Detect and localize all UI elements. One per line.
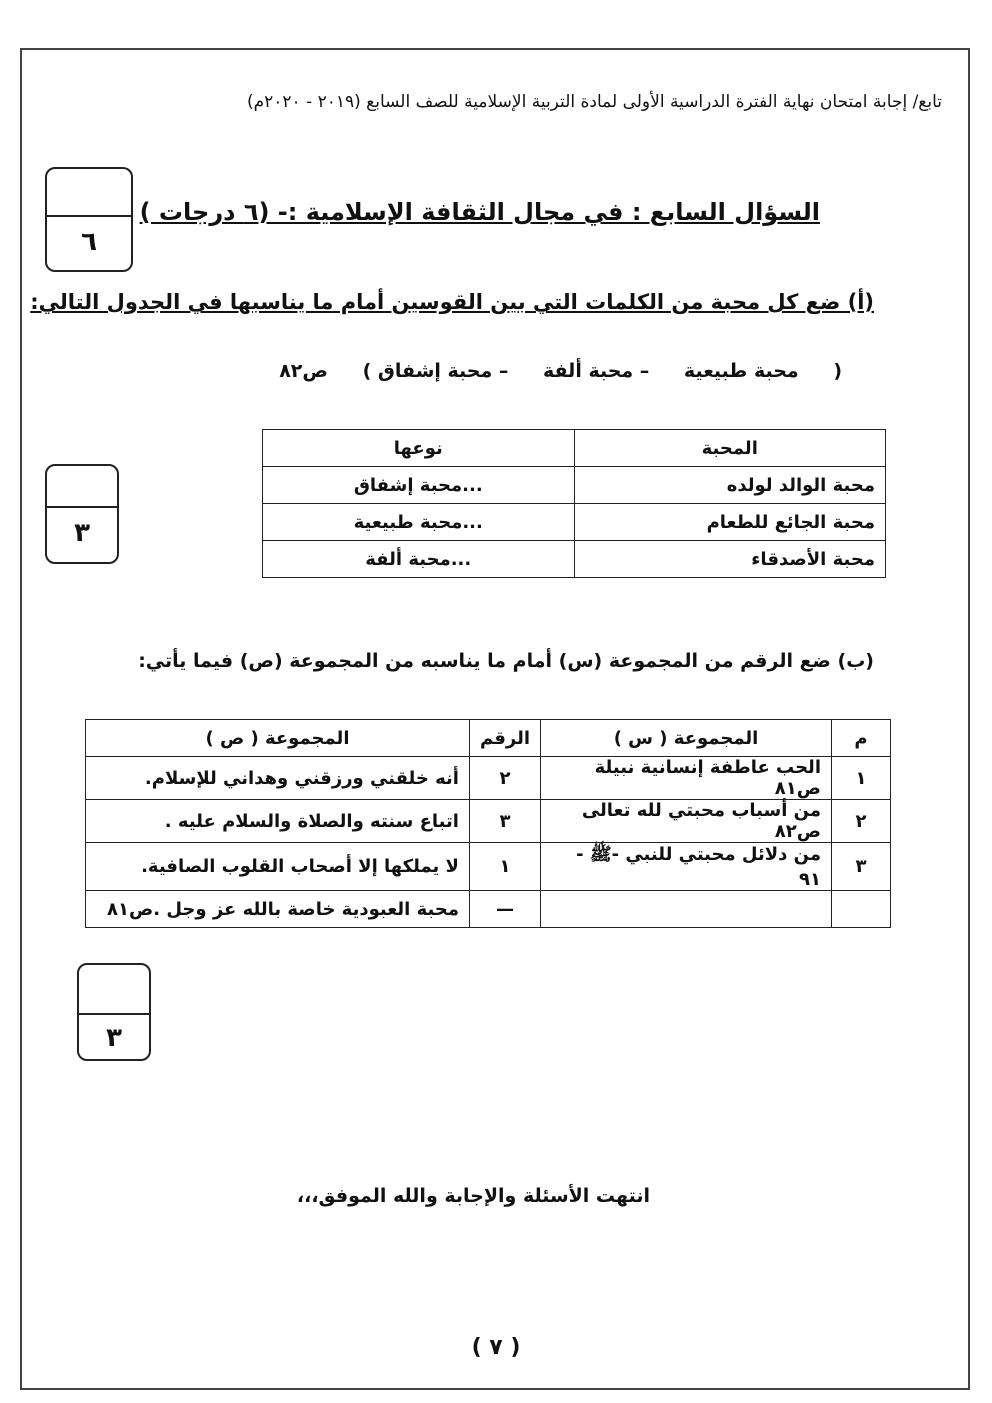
m-cell: ٢ [832, 800, 891, 843]
table-header-row [86, 720, 891, 757]
number-cell: ٢ [469, 757, 540, 800]
col-group-s: المجموعة ( س ) [541, 720, 832, 757]
type-cell: ...محبة ألفة [263, 541, 575, 578]
table-row [86, 800, 891, 843]
col-m: م [832, 720, 891, 757]
part-b-score: ٣ [106, 1023, 122, 1053]
part-a-options [251, 360, 842, 382]
part-a-score-box [45, 464, 119, 564]
love-cell: محبة الجائع للطعام [574, 504, 886, 541]
table-row [86, 891, 891, 928]
number-cell: — [469, 891, 540, 928]
love-cell: محبة الأصدقاء [574, 541, 886, 578]
p-cell: اتباع سنته والصلاة والسلام عليه . [86, 800, 470, 843]
p-cell: لا يملكها إلا أصحاب القلوب الصافية. [86, 843, 470, 891]
type-cell: ...محبة إشفاق [263, 467, 575, 504]
number-cell: ٣ [469, 800, 540, 843]
table-header-row [263, 430, 886, 467]
part-b-instruction: (ب) ضع الرقم من المجموعة (س) أمام ما يناسبه من المجموعة (ص) فيما يأتي: [138, 650, 874, 672]
number-cell: ١ [469, 843, 540, 891]
col-number: الرقم [469, 720, 540, 757]
s-cell: من أسباب محبتي لله تعالى ص٨٢ [541, 800, 832, 843]
part-a-instruction: (أ) ضع كل محبة من الكلمات التي بين القوسين أمام ما يناسبها في الجدول التالي: [30, 290, 874, 314]
table-row [263, 467, 886, 504]
question-score: ٦ [81, 227, 97, 257]
option-page-ref: ص٨٢ [279, 360, 328, 382]
part-a-score: ٣ [74, 518, 90, 548]
s-cell: الحب عاطفة إنسانية نبيلة ص٨١ [541, 757, 832, 800]
part-b-table [85, 719, 891, 928]
question-title: السؤال السابع : في مجال الثقافة الإسلامية :- (٦ درجات ) [139, 198, 820, 226]
col-type: نوعها [263, 430, 575, 467]
part-a-table [262, 429, 886, 578]
table-row [263, 504, 886, 541]
page-number: ( ٧ ) [471, 1335, 521, 1360]
option-natural: محبة طبيعية [683, 360, 799, 382]
love-cell: محبة الوالد لولده [574, 467, 886, 504]
col-love: المحبة [574, 430, 886, 467]
col-group-p: المجموعة ( ص ) [86, 720, 470, 757]
table-row [86, 843, 891, 891]
m-cell [832, 891, 891, 928]
m-cell: ٣ [832, 843, 891, 891]
question-score-box [45, 167, 133, 272]
type-cell: ...محبة طبيعية [263, 504, 575, 541]
s-cell [541, 891, 832, 928]
p-cell: محبة العبودية خاصة بالله عز وجل .ص٨١ [86, 891, 470, 928]
m-cell: ١ [832, 757, 891, 800]
table-row [263, 541, 886, 578]
page-header: تابع/ إجابة امتحان نهاية الفترة الدراسية الأولى لمادة التربية الإسلامية للصف السابع (٢٠١٩ - ٢٠٢٠م) [246, 92, 942, 112]
p-cell: أنه خلقني ورزقني وهداني للإسلام. [86, 757, 470, 800]
option-compassion: – محبة إشفاق ) [362, 360, 509, 382]
s-cell: من دلائل محبتي للنبي -ﷺ - ٩١ [541, 843, 832, 891]
option-familiarity: – محبة ألفة [542, 360, 650, 382]
option-open: ( [833, 360, 842, 382]
part-b-score-box [77, 963, 151, 1061]
closing-text: انتهت الأسئلة والإجابة والله الموفق،،، [296, 1185, 650, 1207]
table-row [86, 757, 891, 800]
